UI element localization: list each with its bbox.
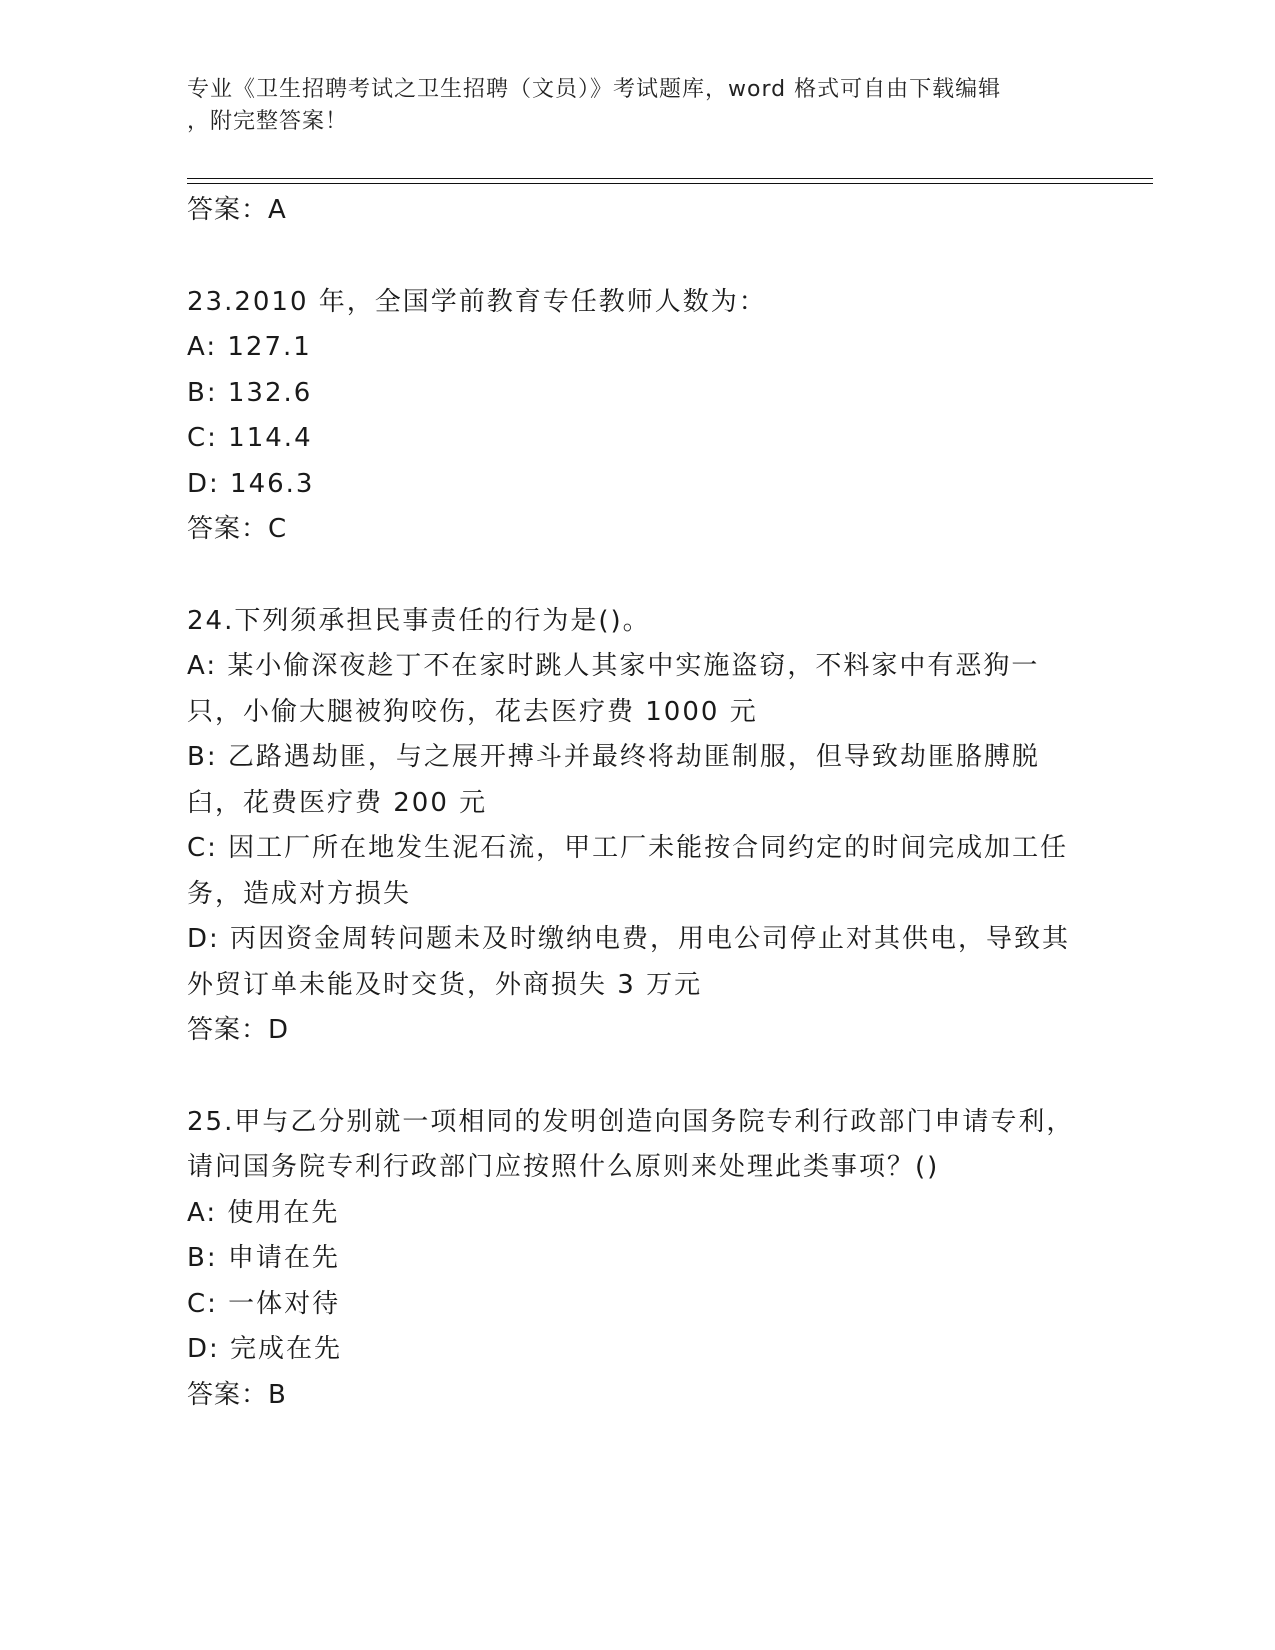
option-d: D: 完成在先 xyxy=(187,1334,343,1364)
option-c: C: 一体对待 xyxy=(187,1288,341,1319)
document-header xyxy=(187,74,1067,138)
question-stem: 23.2010 年，全国学前教育专任教师人数为： xyxy=(187,286,767,317)
question-25 xyxy=(187,1100,1087,1419)
question-stem: 24.下列须承担民事责任的行为是()。 xyxy=(187,605,651,636)
header-line-2: ，附完整答案！ xyxy=(187,109,349,134)
spacer xyxy=(187,553,1087,599)
option-c: C: 114.4 xyxy=(187,423,313,453)
option-d: D: 146.3 xyxy=(187,468,315,499)
option-a: A: 127.1 xyxy=(187,332,312,362)
question-23 xyxy=(187,280,1087,553)
answer: 答案：D xyxy=(187,1015,290,1045)
option-c: C: 因工厂所在地发生泥石流，甲工厂未能按合同约定的时间完成加工任务，造成对方损失 xyxy=(187,833,1069,909)
answer: 答案：C xyxy=(187,514,288,544)
option-d: D: 丙因资金周转问题未及时缴纳电费，用电公司停止对其供电，导致其外贸订单未能及时交货，外商损失 3 万元 xyxy=(187,924,1071,1000)
spacer xyxy=(187,234,1087,280)
header-divider xyxy=(187,178,1153,184)
option-a: A: 使用在先 xyxy=(187,1197,340,1228)
answer: 答案：B xyxy=(187,1379,287,1410)
option-b: B: 乙路遇劫匪，与之展开搏斗并最终将劫匪制服，但导致劫匪胳膊脱臼，花费医疗费 200 元 xyxy=(187,742,1040,818)
option-b: B: 申请在先 xyxy=(187,1243,340,1273)
question-stem: 25.甲与乙分别就一项相同的发明创造向国务院专利行政部门申请专利，请问国务院专利行政部门应按照什么原则来处理此类事项？() xyxy=(187,1106,1075,1182)
previous-answer: 答案：A xyxy=(187,195,287,225)
option-a: A: 某小偷深夜趁丁不在家时跳人其家中实施盗窃，不料家中有恶狗一只，小偷大腿被狗咬伤，花去医疗费 1000 元 xyxy=(187,651,1040,727)
option-b: B: 132.6 xyxy=(187,377,313,408)
header-line-1: 专业《卫生招聘考试之卫生招聘（文员）》考试题库，word 格式可自由下载编辑 xyxy=(187,77,1002,102)
spacer xyxy=(187,1054,1087,1100)
question-24 xyxy=(187,599,1087,1054)
question-list xyxy=(187,188,1087,1418)
